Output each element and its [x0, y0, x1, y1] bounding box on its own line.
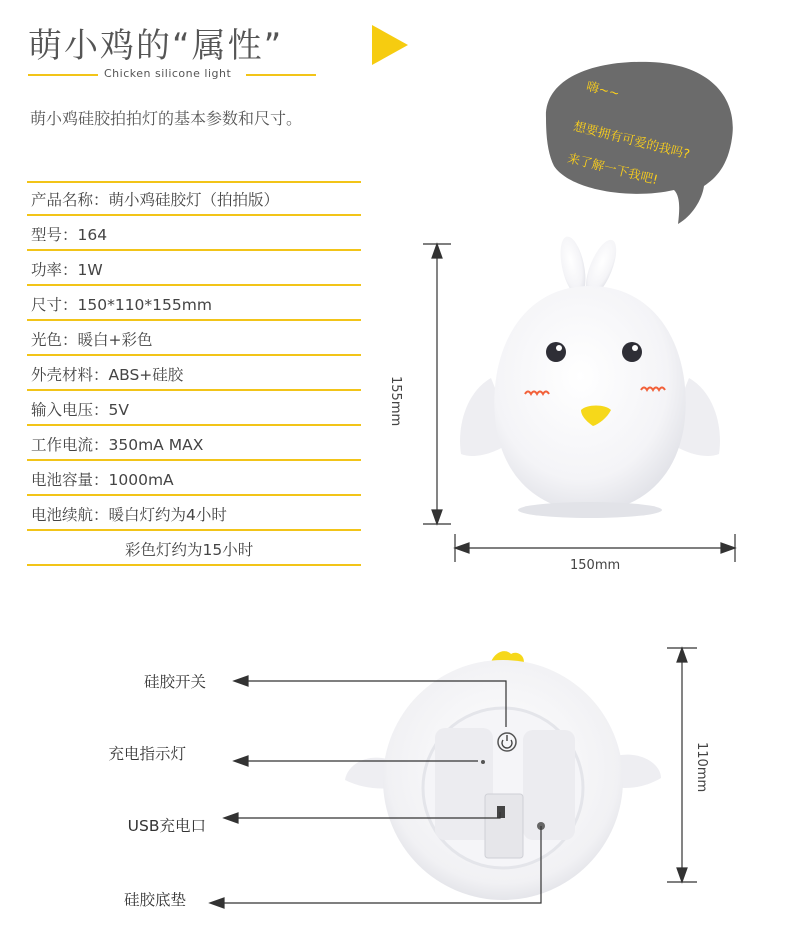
callout-label-pad: 硅胶底垫 [123, 891, 186, 909]
bubble-line-1: 嗨~~ [585, 78, 622, 101]
spec-row-battery-capacity: 电池容量：1000mA [27, 463, 361, 496]
spec-row-size: 尺寸：150*110*155mm [27, 288, 361, 321]
callout-arrow-indicator [234, 756, 478, 766]
callout-arrow-pad [210, 826, 541, 908]
callout-arrow-usb [224, 812, 500, 823]
page-title: 萌小鸡的“属性” [28, 26, 284, 66]
width-dimension-label: 150mm [570, 558, 621, 573]
spec-row-product-name: 产品名称：萌小鸡硅胶灯（拍拍版） [27, 183, 361, 216]
depth-dimension-label: 110mm [694, 742, 709, 793]
callout-label-usb: USB充电口 [127, 817, 206, 835]
subtitle: Chicken silicone light [104, 67, 232, 80]
callout-arrow-switch [234, 676, 506, 727]
height-dimension-label: 155mm [388, 376, 403, 427]
spec-row-light-color: 光色：暖白+彩色 [27, 323, 361, 356]
callout-label-switch: 硅胶开关 [143, 673, 206, 691]
intro-text: 萌小鸡硅胶拍拍灯的基本参数和尺寸。 [30, 109, 303, 128]
spec-row-battery-life-color: 彩色灯约为15小时 [27, 533, 361, 566]
spec-row-shell-material: 外壳材料：ABS+硅胶 [27, 358, 361, 391]
spec-row-battery-life: 电池续航：暖白灯约为4小时 [27, 498, 361, 531]
spec-row-input-voltage: 输入电压：5V [27, 393, 361, 426]
spec-row-current: 工作电流：350mA MAX [27, 428, 361, 461]
callout-label-indicator: 充电指示灯 [108, 745, 186, 763]
bubble-line-3: 来了解一下我吧! [566, 150, 660, 188]
bubble-line-2: 想要拥有可爱的我吗? [572, 118, 692, 162]
spec-row-power: 功率：1W [27, 253, 361, 286]
spec-row-model: 型号：164 [27, 218, 361, 251]
